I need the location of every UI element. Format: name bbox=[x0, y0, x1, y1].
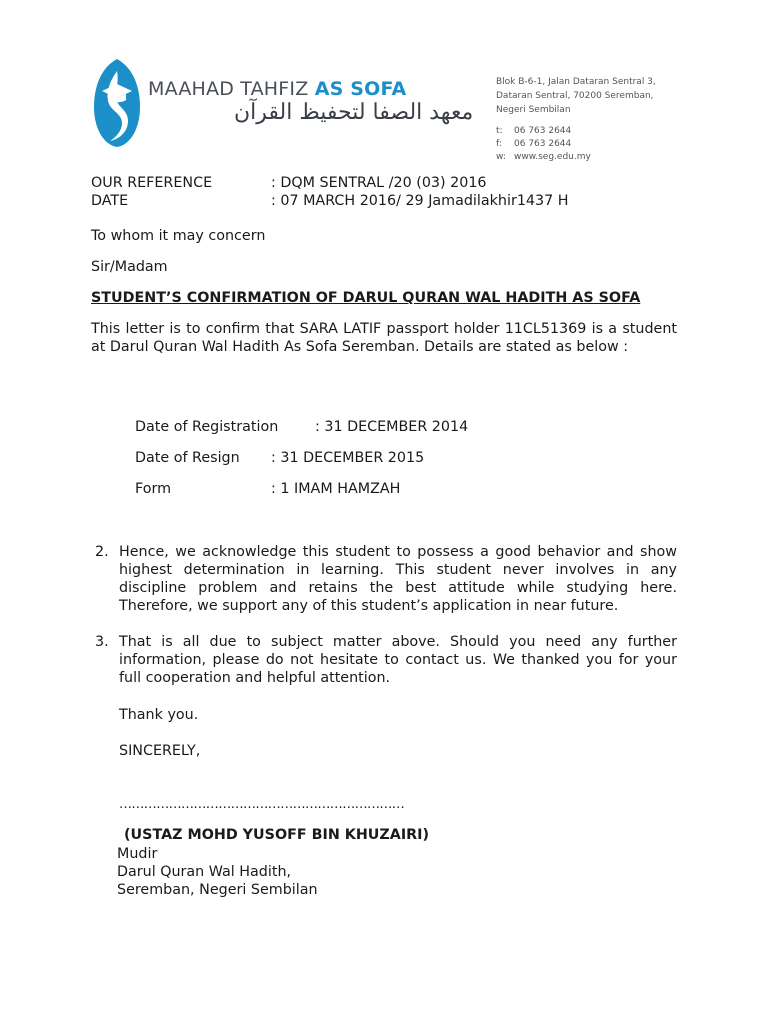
paragraph-number: 3. bbox=[95, 634, 109, 650]
detail-value-resign: : 31 DECEMBER 2015 bbox=[271, 450, 425, 466]
intro-paragraph: This letter is to confirm that SARA LATIF passport holder 11CL51369 is a student at Darul Quran Wal Hadith As Sofa Seremban. Details are stated as below : bbox=[91, 321, 677, 355]
date-label: DATE bbox=[91, 193, 129, 209]
contact-phone: t: 06 763 2644 bbox=[496, 126, 572, 136]
address-line: Blok B-6-1, Jalan Dataran Sentral 3, bbox=[496, 77, 656, 87]
address-line: Dataran Sentral, 70200 Seremban, bbox=[496, 91, 654, 101]
signatory-name: (USTAZ MOHD YUSOFF BIN KHUZAIRI) bbox=[124, 827, 430, 843]
sincerely-text: SINCERELY, bbox=[119, 743, 201, 759]
date-value: : 07 MARCH 2016/ 29 Jamadilakhir1437 H bbox=[271, 193, 569, 209]
address-line: Negeri Sembilan bbox=[496, 105, 571, 115]
reference-value: : DQM SENTRAL /20 (03) 2016 bbox=[271, 175, 487, 191]
signatory-location: Seremban, Negeri Sembilan bbox=[117, 882, 318, 898]
signature-line: …………………………………………………………… bbox=[119, 797, 405, 812]
brand-name: MAAHAD TAHFIZ AS SOFA bbox=[148, 78, 407, 100]
reference-label: OUR REFERENCE bbox=[91, 175, 213, 191]
paragraph-behavior: Hence, we acknowledge this student to possess a good behavior and show highest determination in learning. This student never involves in any discipline problem and retains the best attitude while studying here. Therefore, we support any of this student’s application in near future. bbox=[119, 544, 677, 614]
signatory-role: Mudir bbox=[117, 846, 158, 862]
brand-arabic-name: معهد الصفا لتحفيظ القرآن bbox=[234, 100, 474, 125]
letter-title: STUDENT’S CONFIRMATION OF DARUL QURAN WAL HADITH AS SOFA bbox=[91, 290, 641, 306]
salutation-sir-madam: Sir/Madam bbox=[91, 259, 168, 275]
contact-fax: f: 06 763 2644 bbox=[496, 139, 572, 149]
maahad-logo bbox=[92, 57, 142, 149]
detail-value-form: : 1 IMAM HAMZAH bbox=[271, 481, 401, 497]
detail-label-resign: Date of Resign bbox=[135, 450, 240, 466]
detail-label-form: Form bbox=[135, 481, 172, 497]
signatory-organization: Darul Quran Wal Hadith, bbox=[117, 864, 292, 880]
salutation-concern: To whom it may concern bbox=[91, 228, 266, 244]
detail-label-registration: Date of Registration bbox=[135, 419, 279, 435]
paragraph-number: 2. bbox=[95, 544, 109, 560]
thank-you-text: Thank you. bbox=[119, 707, 199, 723]
contact-website: w: www.seg.edu.my bbox=[496, 152, 591, 162]
detail-value-registration: : 31 DECEMBER 2014 bbox=[315, 419, 469, 435]
paragraph-closing: That is all due to subject matter above. Should you need any further information, please do not hesitate to contact us. We thanked you for your full cooperation and helpful attention. bbox=[119, 634, 677, 686]
